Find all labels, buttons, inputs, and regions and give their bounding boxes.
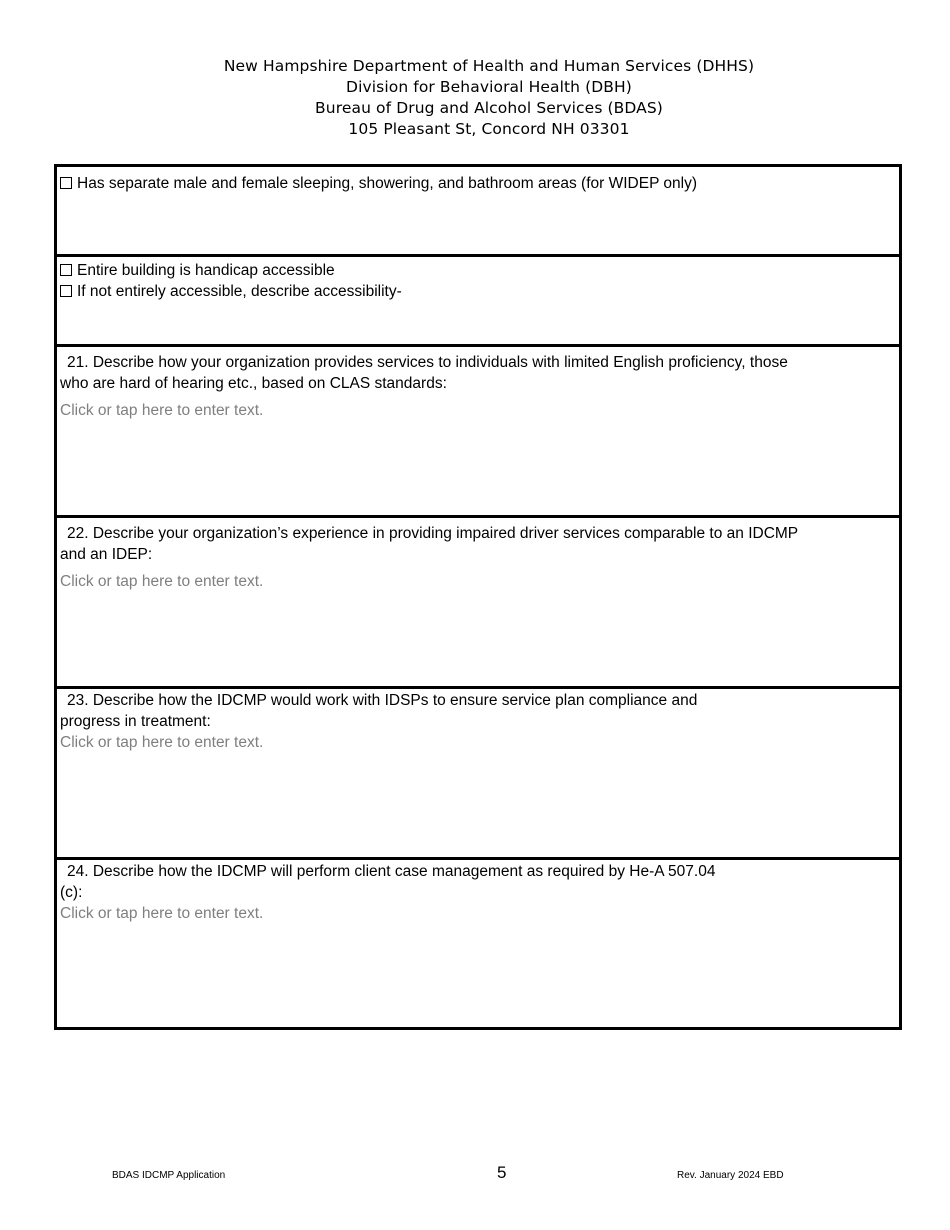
question-21-row <box>57 347 899 518</box>
question-22-row <box>57 518 899 689</box>
header-division: Division for Behavioral Health (DBH) <box>346 78 632 96</box>
question-21-text-cont: who are hard of hearing etc., based on CLAS standards: <box>60 375 447 392</box>
separate-areas-checkbox[interactable] <box>60 177 72 189</box>
footer-document-title: BDAS IDCMP Application <box>112 1170 226 1181</box>
header-bureau: Bureau of Drug and Alcohol Services (BDAS) <box>315 99 663 117</box>
question-21-text: 21. Describe how your organization provides services to individuals with limited English proficiency, those <box>67 354 788 371</box>
not-entirely-accessible-checkbox[interactable] <box>60 285 72 297</box>
question-23-text: 23. Describe how the IDCMP would work with IDSPs to ensure service plan compliance and <box>67 692 698 709</box>
question-21-answer-field[interactable]: Click or tap here to enter text. <box>60 402 264 419</box>
separate-areas-label: Has separate male and female sleeping, showering, and bathroom areas (for WIDEP only) <box>77 175 698 192</box>
document-header <box>0 56 950 140</box>
header-address: 105 Pleasant St, Concord NH 03301 <box>348 120 630 138</box>
entire-building-label: Entire building is handicap accessible <box>77 262 335 279</box>
question-24-text: 24. Describe how the IDCMP will perform client case management as required by He-A 507.04 <box>67 863 716 880</box>
question-24-row <box>57 860 899 1027</box>
not-entirely-accessible-label: If not entirely accessible, describe accessibility- <box>77 283 402 300</box>
question-23-answer-field[interactable]: Click or tap here to enter text. <box>60 734 264 751</box>
separate-areas-row <box>57 167 899 257</box>
question-22-text: 22. Describe your organization’s experience in providing impaired driver services comparable to an IDCMP <box>67 525 799 542</box>
question-24-answer-field[interactable]: Click or tap here to enter text. <box>60 905 264 922</box>
accessibility-row <box>57 257 899 347</box>
question-23-text-cont: progress in treatment: <box>60 713 211 730</box>
question-22-text-cont: and an IDEP: <box>60 546 153 563</box>
question-24-text-cont: (c): <box>60 884 83 901</box>
header-agency: New Hampshire Department of Health and Human Services (DHHS) <box>223 57 755 75</box>
question-22-answer-field[interactable]: Click or tap here to enter text. <box>60 573 264 590</box>
application-form-table <box>54 164 902 1030</box>
footer-revision: Rev. January 2024 EBD <box>677 1170 784 1181</box>
entire-building-checkbox[interactable] <box>60 264 72 276</box>
question-23-row <box>57 689 899 860</box>
footer-page-number: 5 <box>497 1163 507 1182</box>
